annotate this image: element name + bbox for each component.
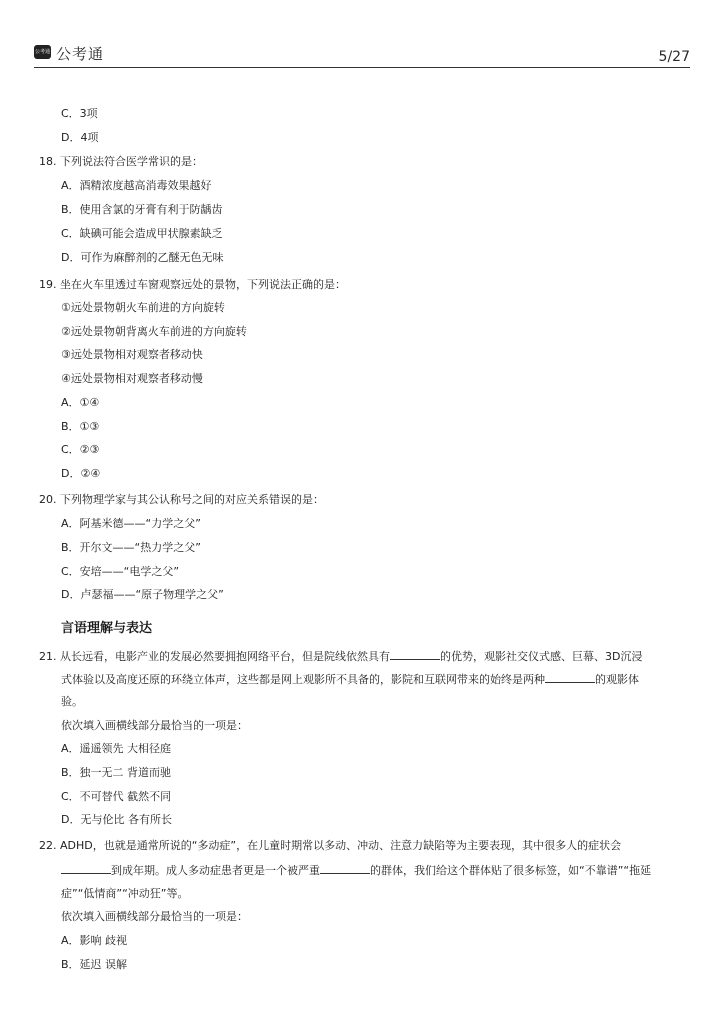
statement: ①远处景物朝火车前进的方向旋转 bbox=[61, 301, 225, 314]
option: D．4项 bbox=[61, 131, 99, 144]
option: C．安培——“电学之父” bbox=[61, 565, 180, 578]
option: A．酒精浓度越高消毒效果越好 bbox=[61, 179, 212, 192]
logo-text: 公考通 bbox=[56, 45, 105, 63]
header-divider bbox=[34, 67, 690, 68]
page-header bbox=[34, 44, 690, 68]
question-21-line: 式体验以及高度还原的环绕立体声，这些都是网上观影所不具备的，影院和互联网带来的始终是两种 的观影体 bbox=[61, 673, 639, 686]
statement: ③远处景物相对观察者移动快 bbox=[61, 348, 203, 361]
option: C．不可替代 截然不同 bbox=[61, 790, 172, 803]
option: B．开尔文——“热力学之父” bbox=[61, 541, 201, 554]
option: B．使用含氯的牙膏有利于防龋齿 bbox=[61, 203, 223, 216]
section-title: 言语理解与表达 bbox=[61, 621, 153, 636]
answer-blank bbox=[320, 862, 370, 874]
question-18-stem: 18. 下列说法符合医学常识的是： bbox=[39, 155, 203, 168]
option: C．3项 bbox=[61, 107, 98, 120]
answer-blank bbox=[61, 862, 111, 874]
statement: ②远处景物朝背离火车前进的方向旋转 bbox=[61, 325, 247, 338]
option: C．②③ bbox=[61, 443, 100, 456]
question-22-line: 22. ADHD，也就是通常所说的“多动症”，在儿童时期常以多动、冲动、注意力缺陷等为主要表现，其中很多人的症状会 bbox=[39, 839, 622, 852]
question-20-stem: 20. 下列物理学家与其公认称号之间的对应关系错误的是： bbox=[39, 493, 324, 506]
question-prompt: 依次填入画横线部分最恰当的一项是： bbox=[61, 719, 248, 732]
page-number: 5/27 bbox=[658, 49, 690, 65]
option: A．阿基米德——“力学之父” bbox=[61, 517, 201, 530]
option: A．①④ bbox=[61, 396, 100, 409]
statement: ④远处景物相对观察者移动慢 bbox=[61, 372, 203, 385]
option: D．②④ bbox=[61, 467, 101, 480]
answer-blank bbox=[545, 671, 595, 683]
option: C．缺碘可能会造成甲状腺素缺乏 bbox=[61, 227, 223, 240]
option: D．无与伦比 各有所长 bbox=[61, 813, 172, 826]
option: A．影响 歧视 bbox=[61, 934, 128, 947]
option: B．延迟 误解 bbox=[61, 958, 128, 971]
option: A．遥遥领先 大相径庭 bbox=[61, 742, 172, 755]
question-21-line: 验。 bbox=[61, 695, 83, 708]
option: D．可作为麻醉剂的乙醚无色无味 bbox=[61, 251, 224, 264]
question-22-line: 症”“低情商”“冲动狂”等。 bbox=[61, 887, 189, 900]
question-22-line: 到成年期。成人多动症患者更是一个被严重 的群体，我们给这个群体贴了很多标签，如“不靠谱”“拖延 bbox=[61, 862, 651, 879]
option: D．卢瑟福——“原子物理学之父” bbox=[61, 588, 224, 601]
option: B．独一无二 背道而驰 bbox=[61, 766, 172, 779]
question-19-stem: 19. 坐在火车里透过车窗观察远处的景物，下列说法正确的是： bbox=[39, 278, 346, 291]
option: B．①③ bbox=[61, 420, 100, 433]
question-prompt: 依次填入画横线部分最恰当的一项是： bbox=[61, 910, 248, 923]
question-21-line: 21. 从长远看，电影产业的发展必然要拥抱网络平台，但是院线依然具有 的优势，观影社交仪式感、巨幕、3D沉浸 bbox=[39, 650, 643, 663]
answer-blank bbox=[390, 648, 440, 660]
logo-mark: 公考通 bbox=[34, 45, 51, 59]
